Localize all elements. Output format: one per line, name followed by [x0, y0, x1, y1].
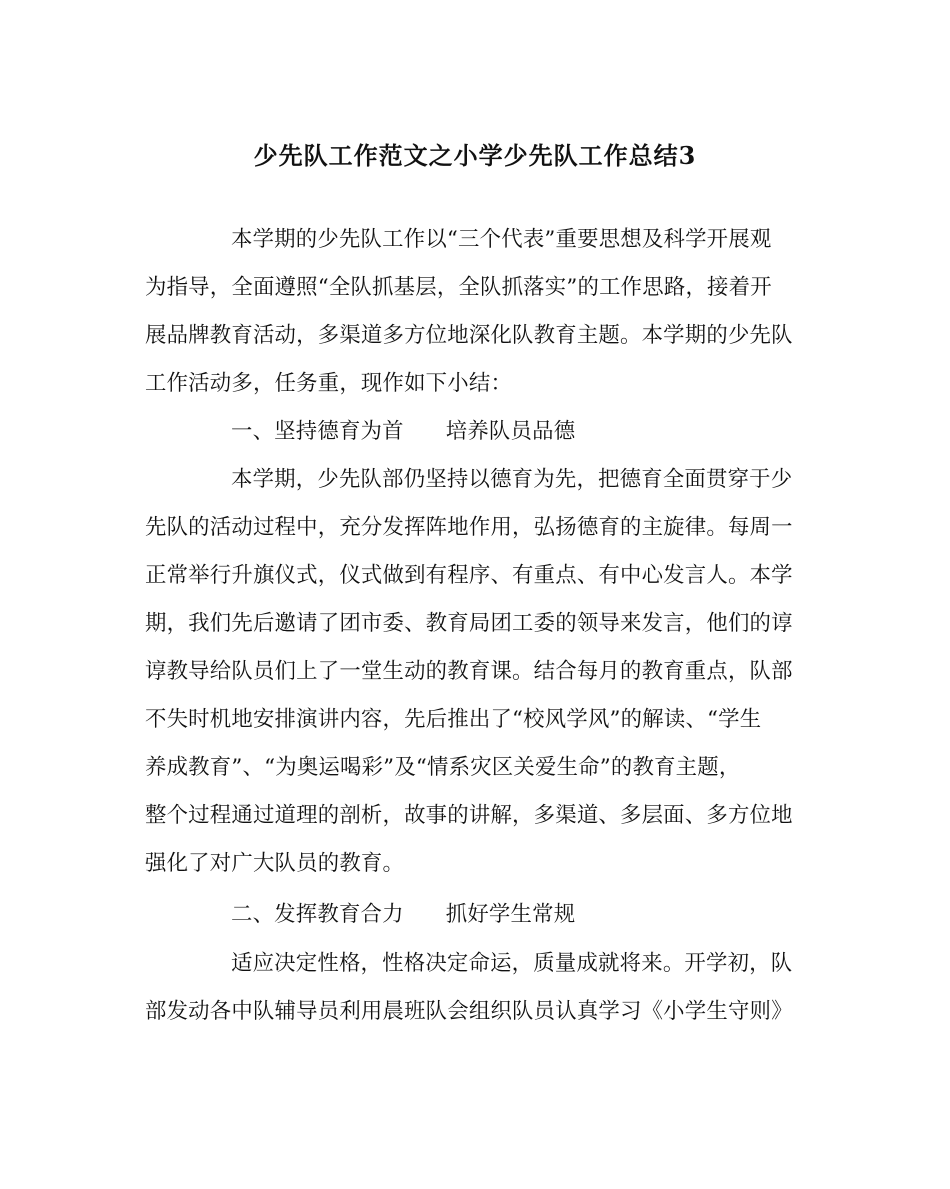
paragraph-line: 本学期，少先队部仍坚持以德育为先，把德育全面贯穿于少 [231, 467, 793, 492]
paragraph-line: 本学期的少先队工作以“三个代表”重要思想及科学开展观 [231, 227, 772, 252]
paragraph-line: 正常举行升旗仪式，仪式做到有程序、有重点、有中心发言人。本学 [145, 563, 793, 588]
section-heading-2 [231, 900, 575, 930]
paragraph-line: 养成教育”、“为奥运喝彩”及“情系灾区关爱生命”的教育主题， [145, 755, 741, 780]
paragraph-line: 整个过程通过道理的剖析，故事的讲解，多渠道、多层面、多方位地 [145, 803, 793, 828]
paragraph-line: 强化了对广大队员的教育。 [145, 851, 405, 876]
section-heading-subtitle: 培养队员品德 [445, 419, 576, 444]
section-heading-subtitle: 抓好学生常规 [445, 902, 576, 927]
paragraph-line: 谆教导给队员们上了一堂生动的教育课。结合每月的教育重点，队部 [145, 659, 793, 684]
paragraph-line: 适应决定性格，性格决定命运，质量成就将来。开学初，队 [231, 951, 793, 976]
section-heading-number-title: 一、坚持德育为首 [231, 419, 404, 444]
paragraph-line: 工作活动多，任务重，现作如下小结： [145, 371, 513, 396]
section-heading-number-title: 二、发挥教育合力 [231, 902, 404, 927]
paragraph-line: 不失时机地安排演讲内容，先后推出了“校风学风”的解读、“学生 [145, 707, 762, 732]
paragraph-line: 先队的活动过程中，充分发挥阵地作用，弘扬德育的主旋律。每周一 [145, 515, 793, 540]
paragraph-line: 为指导，全面遵照“全队抓基层，全队抓落实”的工作思路，接着开 [145, 275, 772, 300]
paragraph-line: 展品牌教育活动，多渠道多方位地深化队教育主题。本学期的少先队 [145, 323, 793, 348]
document-title: 少先队工作范文之小学少先队工作总结3 [253, 141, 697, 170]
section-heading-1 [231, 417, 575, 447]
paragraph-line: 部发动各中队辅导员利用晨班队会组织队员认真学习《小学生守则》 [145, 999, 793, 1024]
paragraph-line: 期，我们先后邀请了团市委、教育局团工委的领导来发言，他们的谆 [145, 611, 793, 636]
